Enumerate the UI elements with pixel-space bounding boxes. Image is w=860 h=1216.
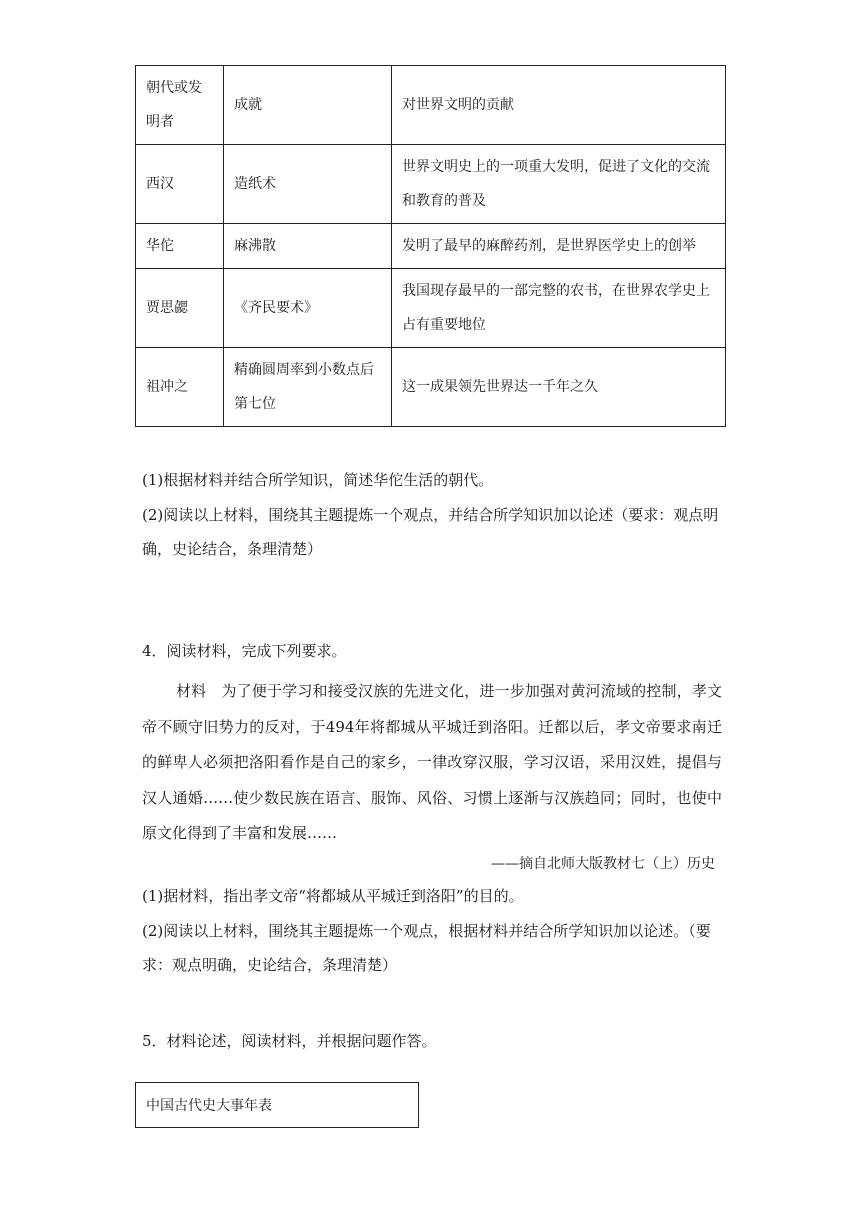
table-row bbox=[136, 145, 726, 224]
table-header-cell: 成就 bbox=[224, 66, 392, 145]
q4-subquestion-2: (2)阅读以上材料，围绕其主题提炼一个观点，根据材料并结合所学知识加以论述。（要求：观点明确，史论结合，条理清楚） bbox=[142, 922, 711, 974]
table-cell: 造纸术 bbox=[224, 145, 392, 224]
q4-material: 材料 为了便于学习和接受汉族的先进文化，进一步加强对黄河流域的控制，孝文帝不顾守旧势力的反对，于494年将都城从平城迁到洛阳。迁都以后，孝文帝要求南迁的鲜卑人必须把洛阳看作是自己的家乡，一律改穿汉服，学习汉语，采用汉姓，提倡与汉人通婚……使少数民族在语言、服饰、风俗、习惯上逐渐与汉族趋同；同时，也使中原文化得到了丰富和发展…… bbox=[142, 682, 722, 842]
table-cell: 这一成果领先世界达一千年之久 bbox=[392, 348, 726, 427]
q3-subquestion-2: (2)阅读以上材料，围绕其主题提炼一个观点，并结合所学知识加以论述（要求：观点明确，史论结合，条理清楚） bbox=[142, 506, 719, 558]
table-cell: 《齐民要术》 bbox=[224, 269, 392, 348]
table-cell: 精确圆周率到小数点后第七位 bbox=[224, 348, 392, 427]
q4-subquestion-1: (1)据材料，指出孝文帝“将都城从平城迁到洛阳”的目的。 bbox=[142, 887, 524, 905]
achievements-table bbox=[135, 65, 726, 427]
q4-source: ——摘自北师大版教材七（上）历史 bbox=[491, 856, 715, 872]
table-header-cell: 对世界文明的贡献 bbox=[392, 66, 726, 145]
table-cell: 我国现存最早的一部完整的农书，在世界农学史上占有重要地位 bbox=[392, 269, 726, 348]
table-cell: 发明了最早的麻醉药剂，是世界医学史上的创举 bbox=[392, 224, 726, 269]
table-row bbox=[136, 348, 726, 427]
table-cell: 世界文明史上的一项重大发明，促进了文化的交流和教育的普及 bbox=[392, 145, 726, 224]
chronology-table-box: 中国古代史大事年表 bbox=[135, 1082, 419, 1128]
table-cell: 西汉 bbox=[136, 145, 224, 224]
q4-title: 4．阅读材料，完成下列要求。 bbox=[142, 642, 347, 660]
table-row bbox=[136, 269, 726, 348]
table-cell: 麻沸散 bbox=[224, 224, 392, 269]
table-header-row bbox=[136, 66, 726, 145]
table-cell: 祖冲之 bbox=[136, 348, 224, 427]
table-cell: 贾思勰 bbox=[136, 269, 224, 348]
table-header-cell: 朝代或发明者 bbox=[136, 66, 224, 145]
q5-title: 5．材料论述，阅读材料，并根据问题作答。 bbox=[142, 1032, 437, 1050]
table-cell: 华佗 bbox=[136, 224, 224, 269]
q3-subquestion-1: (1)根据材料并结合所学知识，简述华佗生活的朝代。 bbox=[142, 471, 494, 489]
table-row bbox=[136, 224, 726, 269]
